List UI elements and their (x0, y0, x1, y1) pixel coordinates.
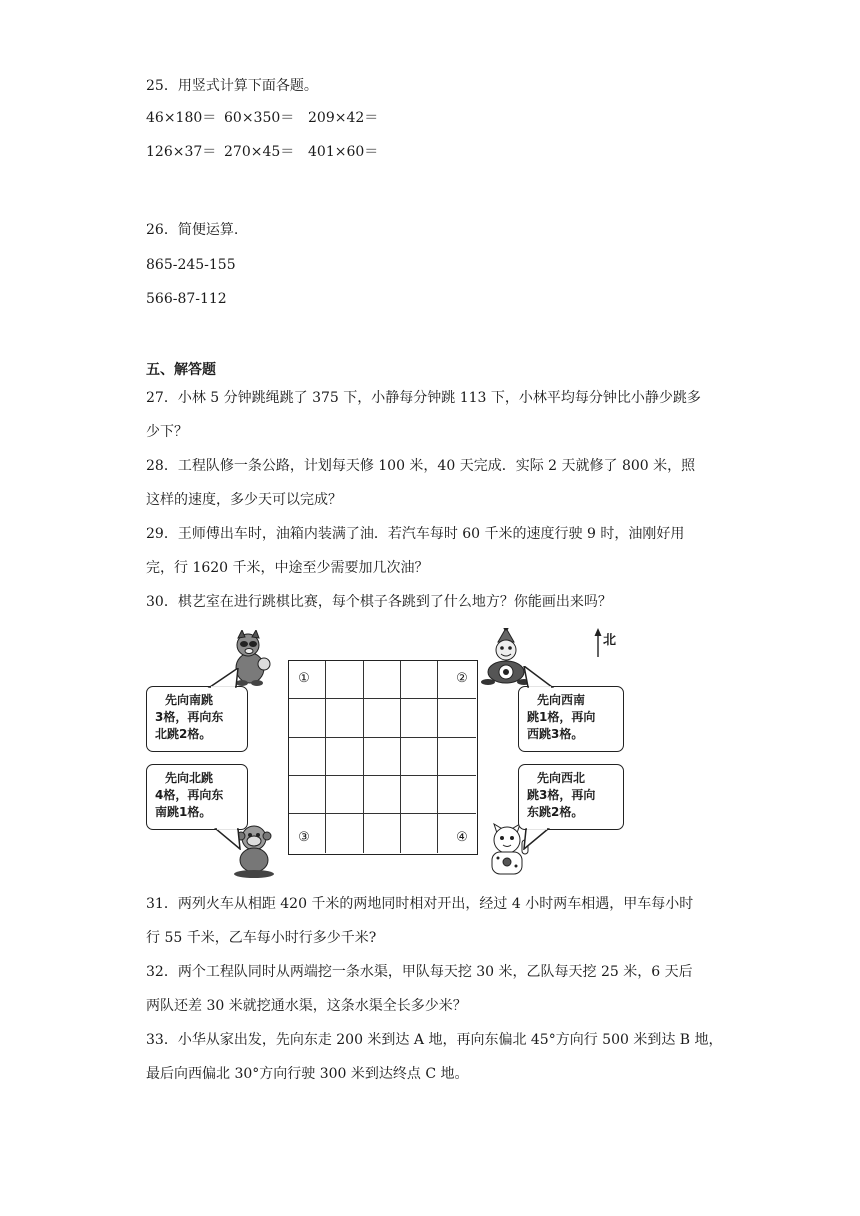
q31-line-1: 31．两列火车从相距 420 千米的两地同时相对开出，经过 4 小时两车相遇，甲车每小时 (146, 896, 694, 912)
board-cell (364, 738, 401, 776)
equation: 126×37＝ (146, 144, 217, 160)
equation: 60×350＝ (224, 110, 295, 126)
q25-row-1 (146, 108, 378, 128)
bubble-line: 先向西北 (537, 771, 586, 785)
bubble-line: 东跳2格。 (527, 805, 584, 819)
board-cell (401, 661, 438, 699)
bubble-line: 先向南跳 (165, 693, 214, 707)
bubble-line: 3格，再向东 (155, 710, 224, 724)
board-cell (401, 776, 438, 814)
q32-line-2: 两队还差 30 米就挖通水渠，这条水渠全长多少米？ (146, 998, 467, 1014)
q33-line-1: 33．小华从家出发，先向东走 200 米到达 A 地，再向东偏北 45°方向行 500 米到达 B 地， (146, 1032, 723, 1048)
q25-title: 25．用竖式计算下面各题。 (146, 78, 318, 94)
q30-title: 30．棋艺室在进行跳棋比赛，每个棋子各跳到了什么地方？你能画出来吗？ (146, 594, 612, 610)
q27-line-2: 少下？ (146, 424, 188, 440)
bubble-line: 跳3格，再向 (527, 788, 596, 802)
board-cell (364, 661, 401, 699)
equation: 270×45＝ (224, 144, 295, 160)
board-cell (438, 738, 475, 776)
bubble-tail (214, 828, 244, 850)
bubble-line: 先向北跳 (165, 771, 214, 785)
bubble-line: 4格，再向东 (155, 788, 224, 802)
q26-title: 26．简便运算. (146, 222, 239, 238)
speech-bubble-2 (518, 686, 624, 752)
board-cell (364, 814, 401, 852)
arrow-up-icon (594, 628, 602, 658)
bubble-line: 跳1格，再向 (527, 710, 596, 724)
board-cell (401, 699, 438, 737)
speech-bubble-4 (518, 764, 624, 830)
q26-expression-1: 865-245-155 (146, 257, 236, 273)
bubble-tail (522, 828, 552, 850)
equation: 209×42＝ (308, 110, 379, 126)
marker-1: ① (298, 671, 310, 686)
board-cell (364, 699, 401, 737)
board-cell (326, 814, 363, 852)
bubble-line: 先向西南 (537, 693, 586, 707)
q29-line-1: 29．王师傅出车时，油箱内装满了油．若汽车每时 60 千米的速度行驶 9 时，油刚好用 (146, 526, 685, 542)
bubble-line: 南跳1格。 (155, 805, 212, 819)
board-cell (326, 699, 363, 737)
q32-line-1: 32．两个工程队同时从两端挖一条水渠，甲队每天挖 30 米，乙队每天挖 25 米，6 天后 (146, 964, 693, 980)
q26-expression-2: 566-87-112 (146, 291, 227, 307)
board-cell (289, 699, 326, 737)
marker-2: ② (456, 671, 468, 686)
board-cell (438, 776, 475, 814)
board-cell (438, 699, 475, 737)
board-cell (326, 661, 363, 699)
q27-line-1: 27．小林 5 分钟跳绳跳了 375 下，小静每分钟跳 113 下，小林平均每分钟比小静少跳多 (146, 390, 701, 406)
board-cell (289, 738, 326, 776)
equation: 401×60＝ (308, 144, 379, 160)
bubble-tail (206, 668, 240, 688)
board-cell (401, 738, 438, 776)
bubble-line: 西跳3格。 (527, 727, 584, 741)
section-title: 五、解答题 (146, 362, 216, 378)
board-cell (326, 776, 363, 814)
marker-3: ③ (298, 830, 310, 845)
board-cell (326, 738, 363, 776)
board-cell (364, 776, 401, 814)
speech-bubble-1 (146, 686, 248, 752)
marker-4: ④ (456, 830, 468, 845)
bubble-tail (522, 666, 556, 688)
board-cell (289, 776, 326, 814)
q28-line-2: 这样的速度，多少天可以完成？ (146, 492, 342, 508)
speech-bubble-3 (146, 764, 248, 830)
north-label: 北 (603, 633, 617, 648)
q33-line-2: 最后向西偏北 30°方向行驶 300 米到达终点 C 地。 (146, 1066, 469, 1082)
chess-board (288, 660, 478, 855)
equation: 46×180＝ (146, 110, 217, 126)
q29-line-2: 完，行 1620 千米，中途至少需要加几次油？ (146, 560, 429, 576)
board-cell (401, 814, 438, 852)
bubble-line: 北跳2格。 (155, 727, 212, 741)
q28-line-1: 28．工程队修一条公路，计划每天修 100 米，40 天完成．实际 2 天就修了 800 米，照 (146, 458, 696, 474)
q31-line-2: 行 55 千米，乙车每小时行多少千米? (146, 930, 377, 946)
q25-row-2 (146, 142, 378, 162)
